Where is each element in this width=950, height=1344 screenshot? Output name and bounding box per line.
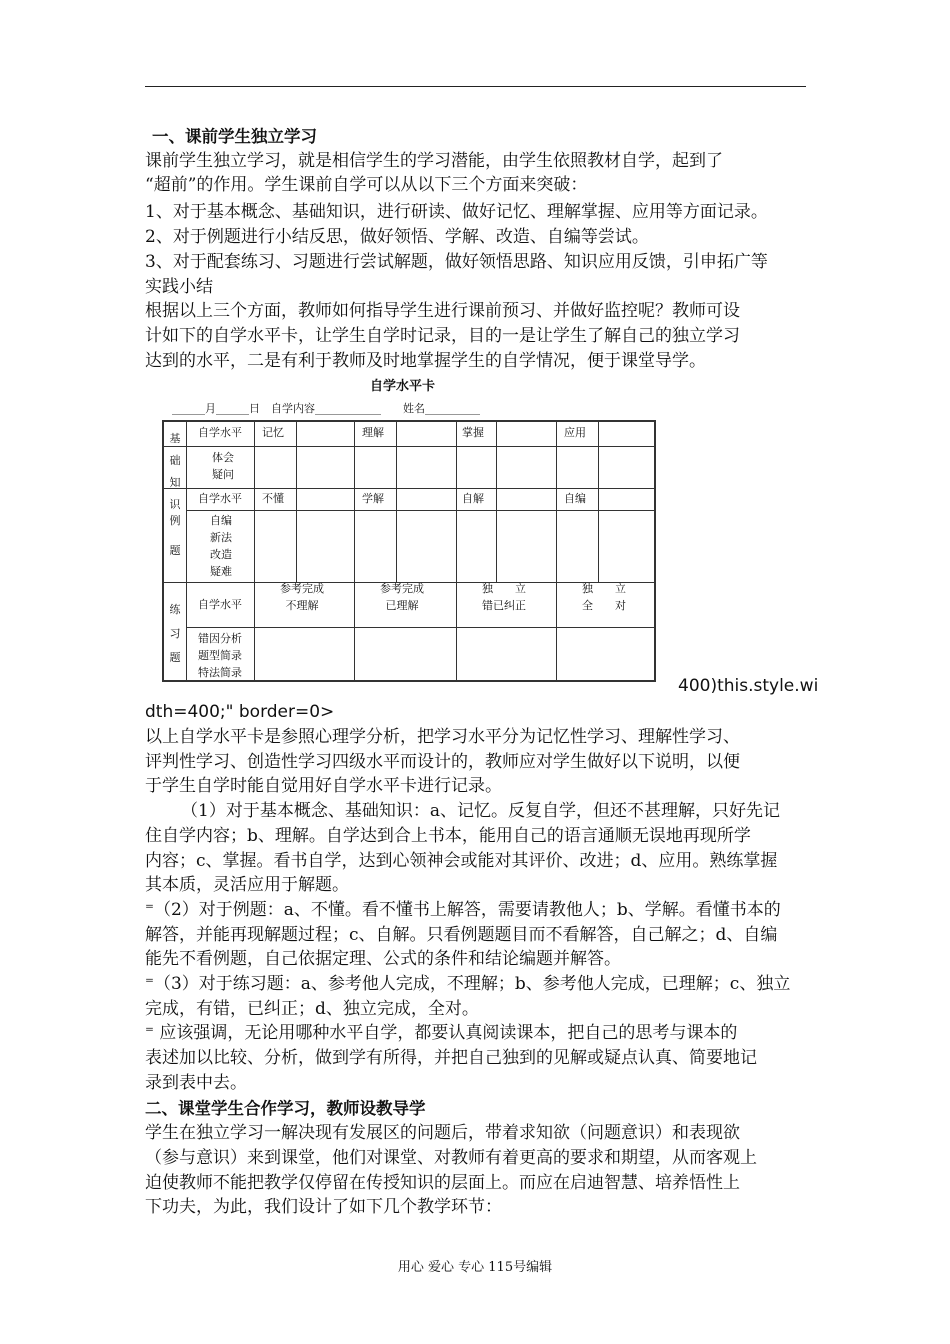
grid-line <box>296 422 297 582</box>
card-grid <box>162 420 656 682</box>
card-title: 自学水平卡 <box>370 379 436 394</box>
example-level: 学解 <box>362 492 384 505</box>
row-label-basic: 基础知识 <box>169 432 181 511</box>
grid-line <box>186 422 187 680</box>
paragraph-line: 达到的水平，二是有利于教师及时地掌握学生的自学情况，便于课堂导学。 <box>145 351 706 371</box>
page-footer: 用心 爱心 专心 115号编辑 <box>397 1260 553 1275</box>
paragraph-line: 3、对于配套练习、习题进行尝试解题，做好领悟思路、知识应用反馈，引申拓广等 <box>145 252 768 272</box>
example-level: 自解 <box>462 492 484 505</box>
paragraph-line: 下功夫，为此，我们设计了如下几个教学环节： <box>145 1197 502 1217</box>
paragraph-line: 2、对于例题进行小结反思，做好领悟、学解、改造、自编等尝试。 <box>145 227 649 247</box>
practice-level: 独 立 全 对 <box>582 582 626 612</box>
basic-level: 掌握 <box>462 426 484 439</box>
paragraph-line: 其本质，灵活应用于解题。 <box>145 875 349 895</box>
html-artifact-tail: 400)this.style.wi <box>678 676 819 696</box>
paragraph-line: 完成，有错，已纠正；d、独立完成，全对。 <box>145 999 479 1019</box>
level-label: 自学水平 <box>198 426 242 439</box>
practice-sub-label: 错因分析 题型简录 特法简录 <box>198 632 242 679</box>
basic-sub-label: 体会 疑问 <box>212 451 234 481</box>
paragraph-line: 学生在独立学习一解决现有发展区的问题后，带着求知欲（问题意识）和表现欲 <box>145 1123 740 1143</box>
paragraph-line: 1、对于基本概念、基础知识，进行研读、做好记忆、理解掌握、应用等方面记录。 <box>145 202 768 222</box>
paragraph-line: 于学生自学时能自觉用好自学水平卡进行记录。 <box>145 776 502 796</box>
grid-line <box>556 422 557 680</box>
paragraph-line: “超前”的作用。学生课前自学可以从以下三个方面来突破： <box>145 175 588 195</box>
paragraph-line: （参与意识）来到课堂，他们对课堂、对教师有着更高的要求和期望，从而客观上 <box>145 1148 757 1168</box>
paragraph-line: ⁼ 应该强调，无论用哪种水平自学，都要认真阅读课本，把自己的思考与课本的 <box>145 1023 738 1043</box>
practice-level: 参考完成 已理解 <box>380 582 424 612</box>
basic-level: 记忆 <box>262 426 284 439</box>
paragraph-line: 实践小结 <box>145 277 213 297</box>
grid-line <box>254 422 255 680</box>
level-label: 自学水平 <box>198 492 242 505</box>
paragraph-line: 住自学内容；b、理解。自学达到合上书本，能用自己的语言通顺无误地再现所学 <box>145 826 751 846</box>
row-label-practice: 练习题 <box>169 603 181 664</box>
paragraph-line: ⁼（2）对于例题：a、不懂。看不懂书上解答，需要请教他人；b、学解。看懂书本的 <box>145 900 781 920</box>
self-study-card <box>158 392 673 692</box>
paragraph-line: 以上自学水平卡是参照心理学分析，把学习水平分为记忆性学习、理解性学习、 <box>145 727 740 747</box>
example-level: 不懂 <box>262 492 284 505</box>
paragraph-line: 内容；c、掌握。看书自学，达到心领神会或能对其评价、改进；d、应用。熟练掌握 <box>145 851 778 871</box>
html-artifact-line: dth=400;" border=0> <box>145 702 335 722</box>
grid-line <box>396 422 397 582</box>
grid-line <box>164 488 654 489</box>
grid-line <box>496 422 497 582</box>
paragraph-line: 评判性学习、创造性学习四级水平而设计的，教师应对学生做好以下说明，以便 <box>145 752 740 772</box>
grid-line <box>354 422 355 680</box>
paragraph-line: 计如下的自学水平卡，让学生自学时记录，目的一是让学生了解自己的独立学习 <box>145 326 740 346</box>
grid-line <box>456 422 457 680</box>
grid-line <box>164 446 654 447</box>
paragraph-line: ⁼（3）对于练习题：a、参考他人完成，不理解；b、参考他人完成，已理解；c、独立 <box>145 974 791 994</box>
paragraph-line: 根据以上三个方面，教师如何指导学生进行课前预习、并做好监控呢？教师可设 <box>145 301 740 321</box>
example-sub-label: 自编 新法 改造 疑难 <box>210 514 232 578</box>
paragraph-line: 课前学生独立学习，就是相信学生的学习潜能，由学生依照教材自学，起到了 <box>145 151 723 171</box>
basic-level: 理解 <box>362 426 384 439</box>
row-label-example: 例题 <box>169 514 181 557</box>
paragraph-line: 迫使教师不能把教学仅停留在传授知识的层面上。而应在启迪智慧、培养悟性上 <box>145 1173 740 1193</box>
header-rule <box>145 86 806 87</box>
paragraph-line: 录到表中去。 <box>145 1073 247 1093</box>
paragraph-line: 解答，并能再现解题过程；c、自解。只看例题题目而不看解答，自己解之；d、自编 <box>145 925 778 945</box>
paragraph-line: 表述加以比较、分析，做到学有所得，并把自己独到的见解或疑点认真、简要地记 <box>145 1048 757 1068</box>
basic-level: 应用 <box>564 426 586 439</box>
grid-line <box>186 510 654 511</box>
section1-heading: 一、课前学生独立学习 <box>152 127 317 146</box>
practice-level: 独 立 错已纠正 <box>482 582 526 612</box>
card-header-line: ______月______日 自学内容____________ 姓名__________ <box>172 402 480 415</box>
paragraph-line: （1）对于基本概念、基础知识：a、记忆。反复自学，但还不甚理解，只好先记 <box>181 801 780 821</box>
grid-line <box>598 422 599 582</box>
practice-level: 参考完成 不理解 <box>280 582 324 612</box>
paragraph-line: 能先不看例题，自己依据定理、公式的条件和结论编题并解答。 <box>145 949 621 969</box>
example-level: 自编 <box>564 492 586 505</box>
section2-heading: 二、课堂学生合作学习，教师设教导学 <box>145 1099 426 1118</box>
grid-line <box>186 627 654 628</box>
level-label: 自学水平 <box>198 598 242 611</box>
